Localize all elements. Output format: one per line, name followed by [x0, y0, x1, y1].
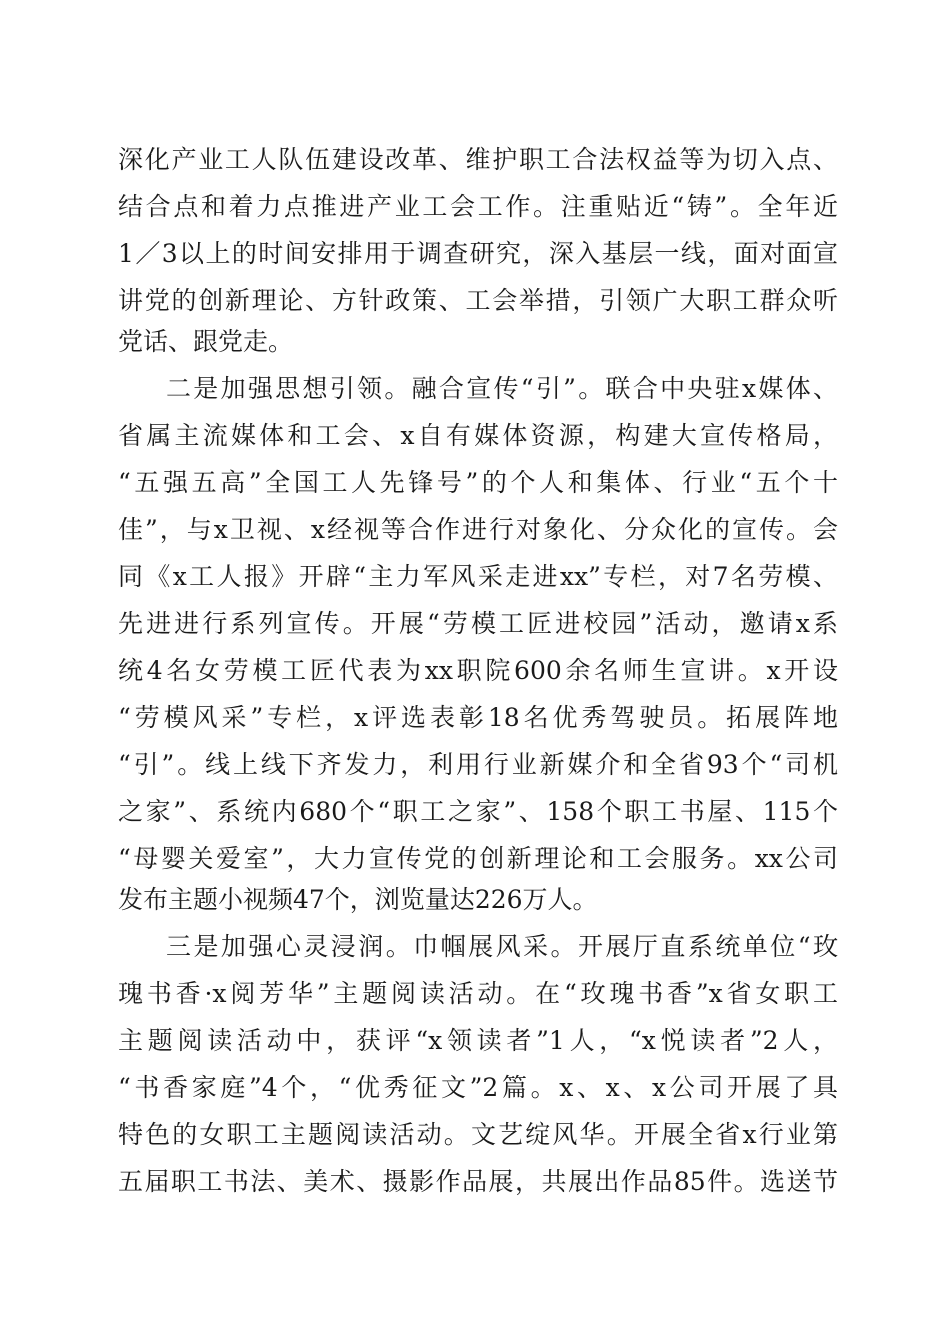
text-line: 发布主题小视频47个，浏览量达226万人。	[118, 885, 598, 914]
text-line: 先进进行系列宣传。开展“劳模工匠进校园”活动，邀请x系	[118, 609, 838, 638]
text-line: 深化产业工人队伍建设改革、维护职工合法权益等为切入点、	[118, 145, 838, 174]
text-line: 同《x工人报》开辟“主力军风采走进xx”专栏，对7名劳模、	[118, 562, 838, 591]
text-line: 之家”、系统内680个“职工之家”、158个职工书屋、115个	[118, 797, 838, 826]
text-line: 结合点和着力点推进产业工会工作。注重贴近“铸”。全年近	[118, 192, 838, 221]
text-line: “引”。线上线下齐发力，利用行业新媒介和全省93个“司机	[118, 750, 838, 779]
text-line: 佳”，与x卫视、x经视等合作进行对象化、分众化的宣传。会	[118, 515, 838, 544]
text-line: 瑰书香·x阅芳华”主题阅读活动。在“玫瑰书香”x省女职工	[118, 979, 838, 1008]
text-line: 主题阅读活动中，获评“x领读者”1人，“x悦读者”2人，	[118, 1026, 838, 1055]
text-line: 统4名女劳模工匠代表为xx职院600余名师生宣讲。x开设	[118, 656, 838, 685]
text-line: “五强五高”全国工人先锋号”的个人和集体、行业“五个十	[118, 468, 838, 497]
text-line: 特色的女职工主题阅读活动。文艺绽风华。开展全省x行业第	[118, 1120, 838, 1149]
text-line: 省属主流媒体和工会、x自有媒体资源，构建大宣传格局，	[118, 421, 838, 450]
text-line: 讲党的创新理论、方针政策、工会举措，引领广大职工群众听	[118, 286, 838, 315]
text-line: “劳模风采”专栏，x评选表彰18名优秀驾驶员。拓展阵地	[118, 703, 838, 732]
paragraph-heading-line: 二是加强思想引领。融合宣传“引”。联合中央驻x媒体、	[166, 374, 838, 403]
text-line: 1／3以上的时间安排用于调查研究，深入基层一线，面对面宣	[118, 239, 838, 268]
text-line: 五届职工书法、美术、摄影作品展，共展出作品85件。选送节	[118, 1167, 838, 1196]
text-line: “书香家庭”4个，“优秀征文”2篇。x、x、x公司开展了具	[118, 1073, 838, 1102]
text-line: 党话、跟党走。	[118, 327, 294, 356]
text-line: “母婴关爱室”，大力宣传党的创新理论和工会服务。xx公司	[118, 844, 838, 873]
paragraph-heading-line: 三是加强心灵浸润。巾帼展风采。开展厅直系统单位“玫	[166, 932, 838, 961]
